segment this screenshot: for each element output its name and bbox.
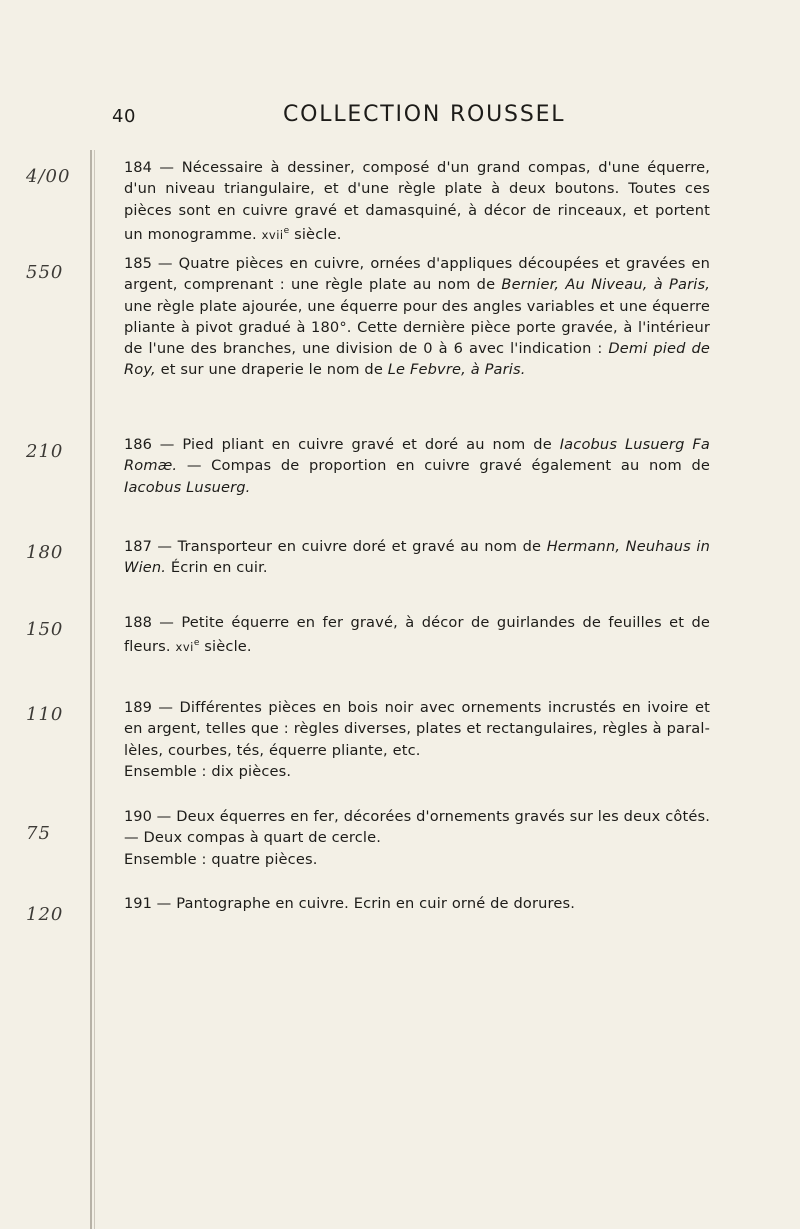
lot-description-cont2: et sur une draperie le nom de (155, 361, 388, 379)
lot-description: — Quatre pièces en cuivre, ornées d'appliques découpées et gravées en argent, comprenant : une règle plate au nom de (124, 255, 710, 294)
century-label: xvii (261, 227, 284, 242)
margin-rule-inner (94, 150, 95, 1229)
lot-number: 188 (124, 614, 152, 631)
price-note-187: 180 (26, 542, 64, 563)
lot-description-cont: Écrin en cuir. (166, 559, 268, 577)
century-superscript: e (193, 638, 200, 649)
lot-description: — Pied pliant en cuivre gravé et doré au nom de (159, 436, 560, 453)
page-header (0, 98, 800, 128)
lot-description-cont: une règle plate ajourée, une équerre pour des angles variables et une équerre pliante à pivot gradué à 180°. Cette dernière pièce porte gravée, à l'intérieur de l'une des branches, une division de 0 à 6 avec l'indication : (124, 297, 710, 358)
lot-number: 185 (124, 255, 152, 272)
page-number: 40 (112, 106, 136, 127)
lot-entry-191 (124, 893, 710, 914)
price-note-185: 550 (26, 262, 64, 283)
price-note-191: 120 (26, 904, 64, 925)
century-tail: siècle. (289, 225, 342, 243)
lot-description: — Différentes pièces en bois noir avec ornements incrustés en ivoire et en argent, telles que : règles diverses, plates et rectangulaires, règles à paral-lèles, courbes, tés, équerre pliante, etc. (124, 699, 710, 759)
century-label: xvi (175, 640, 194, 655)
price-note-188: 150 (26, 619, 64, 640)
lot-description: — Transporteur en cuivre doré et gravé au nom de (157, 538, 547, 555)
price-note-186: 210 (26, 441, 64, 462)
century-superscript: e (283, 225, 290, 236)
lot-entry-187 (124, 536, 710, 579)
lot-entry-185 (124, 253, 710, 381)
maker-name-2: Le Febvre, à Paris. (387, 361, 526, 379)
lot-description: — Nécessaire à dessiner, composé d'un grand compas, d'une équerre, d'un niveau triangulaire, et d'une règle plate à deux boutons. Toutes ces pièces sont en cuivre gravé et damasquiné, à décor de rinceaux, et portent un monogramme. (124, 159, 710, 243)
lot-ensemble: Ensemble : quatre pièces. (124, 850, 318, 868)
maker-name: Iacobus Lusuerg Fa Romæ. (124, 436, 711, 475)
lot-ensemble: Ensemble : dix pièces. (124, 762, 292, 780)
lot-number: 189 (124, 699, 152, 716)
lot-description: — Deux équerres en fer, décorées d'ornements gravés sur les deux côtés. — Deux compas à quart de cercle. (124, 808, 710, 847)
price-note-190: 75 (26, 823, 51, 844)
century-tail: siècle. (199, 638, 252, 656)
lot-description-cont: — Compas de proportion en cuivre gravé également au nom de (177, 457, 710, 475)
lot-description: — Pantographe en cuivre. Ecrin en cuir orné de dorures. (156, 895, 576, 912)
price-note-189: 110 (26, 704, 64, 725)
lot-entry-184 (124, 157, 710, 246)
price-note-184: 4/00 (26, 166, 71, 187)
maker-name: Hermann, Neuhaus in Wien. (124, 538, 711, 577)
inscription: Demi pied de Roy, (124, 340, 710, 379)
lot-description: — Petite équerre en fer gravé, à décor de guirlandes de feuilles et de fleurs. (124, 614, 710, 656)
page-title: COLLECTION ROUSSEL (283, 102, 566, 127)
lot-number: 191 (124, 895, 152, 912)
lot-number: 190 (124, 808, 152, 825)
lot-number: 184 (124, 159, 152, 176)
lot-entry-186 (124, 434, 710, 498)
maker-name-2: Iacobus Lusuerg. (124, 478, 251, 496)
maker-name: Bernier, Au Niveau, à Paris, (501, 276, 710, 294)
lot-number: 186 (124, 436, 152, 453)
margin-rule (90, 150, 92, 1229)
lot-entry-189 (124, 697, 710, 782)
lot-entry-190 (124, 806, 710, 870)
lot-number: 187 (124, 538, 152, 555)
lot-entry-188 (124, 612, 710, 658)
